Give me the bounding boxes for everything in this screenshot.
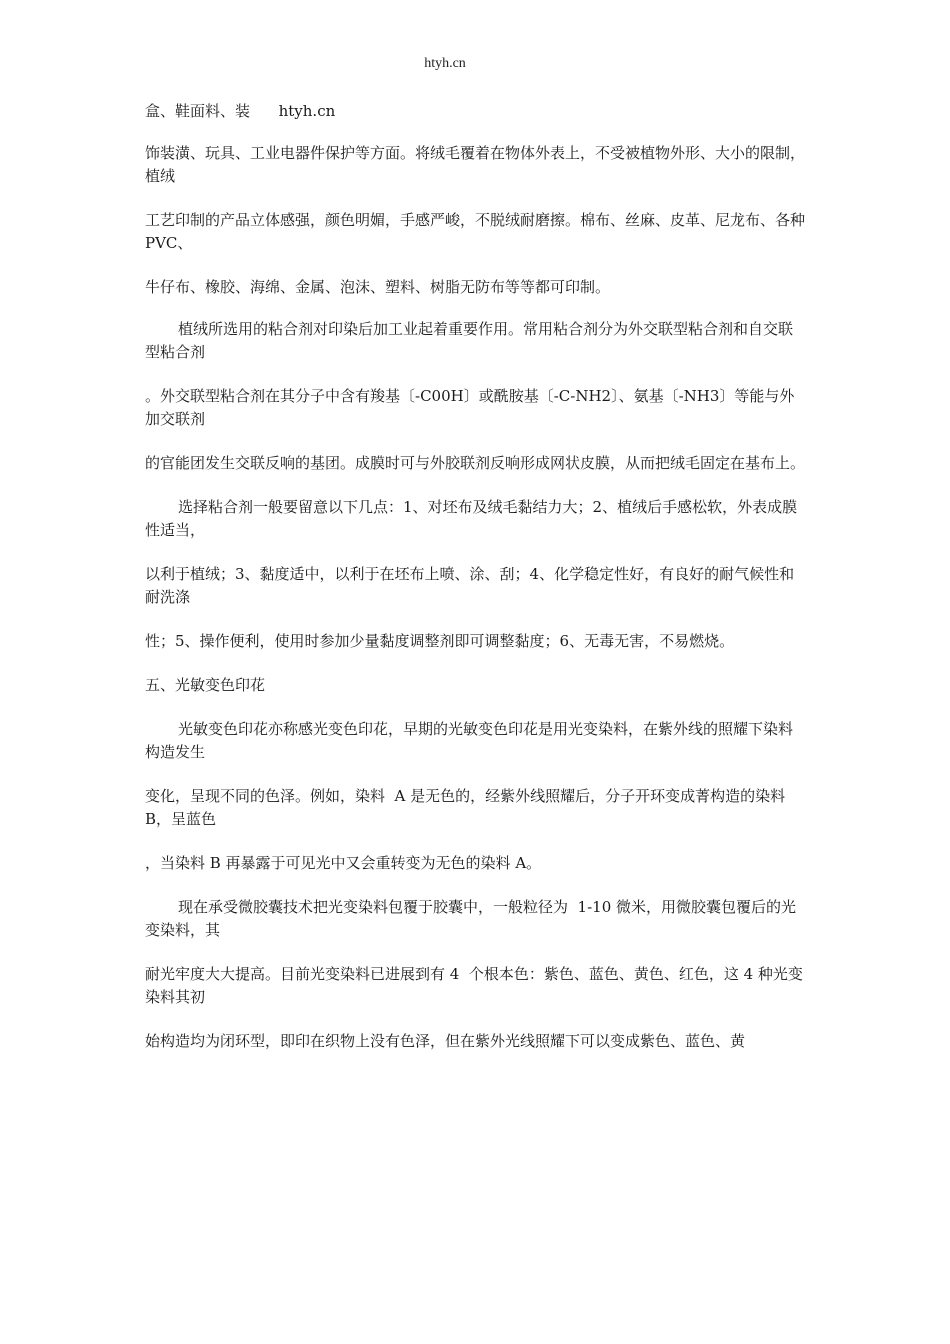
page-header-site: htyh.cn [424, 56, 466, 71]
text-line-15: 现在承受微胶囊技术把光变染料包覆于胶囊中，一般粒径为 1-10 微米，用微胶囊包覆后的光变染料，其 [145, 898, 797, 939]
text-line-3: 工艺印制的产品立体感强，颜色明媚，手感严峻，不脱绒耐磨擦。棉布、丝麻、皮革、尼龙布、各种 PVC、 [145, 211, 806, 252]
text-line-17: 始构造均为闭环型，即印在织物上没有色泽，但在紫外光线照耀下可以变成紫色、蓝色、黄 [145, 1032, 746, 1050]
text-line-10: 性；5、操作便利，使用时参加少量黏度调整剂即可调整黏度；6、无毒无害，不易燃烧。 [145, 632, 735, 650]
text-line-2: 饰装潢、玩具、工业电器件保护等方面。将绒毛覆着在物体外表上，不受被植物外形、大小的限制，植绒 [145, 144, 806, 185]
text-line-12: 光敏变色印花亦称感光变色印花，早期的光敏变色印花是用光变染料，在紫外线的照耀下染料构造发生 [145, 720, 794, 761]
text-line-13: 变化，呈现不同的色泽。例如，染料 A 是无色的，经紫外线照耀后，分子开环变成菁构造的染料 B，呈蓝色 [145, 787, 790, 828]
text-line-6: 。外交联型粘合剂在其分子中含有羧基〔-C00H〕或酰胺基〔-C-NH2〕、氨基〔-NH3〕等能与外加交联剂 [145, 387, 795, 428]
text-line-14: ，当染料 B 再暴露于可见光中又会重转变为无色的染料 A。 [145, 854, 542, 872]
text-line-1: 盒、鞋面料、装 htyh.cn [145, 102, 336, 120]
text-line-9: 以利于植绒；3、黏度适中，以利于在坯布上喷、涂、刮；4、化学稳定性好，有良好的耐气候性和耐洗涤 [145, 565, 795, 606]
text-line-7: 的官能团发生交联反响的基团。成膜时可与外胶联剂反响形成网状皮膜，从而把绒毛固定在基布上。 [145, 454, 806, 472]
text-line-5: 植绒所选用的粘合剂对印染后加工业起着重要作用。常用粘合剂分为外交联型粘合剂和自交联型粘合剂 [145, 320, 794, 361]
text-line-16: 耐光牢度大大提高。目前光变染料已进展到有 4 个根本色：紫色、蓝色、黄色、红色，这 4 种光变染料其初 [145, 965, 803, 1006]
document-body [145, 100, 805, 1053]
section-heading: 五、光敏变色印花 [145, 676, 266, 694]
text-line-4: 牛仔布、橡胶、海绵、金属、泡沫、塑料、树脂无防布等等都可印制。 [145, 278, 611, 296]
text-line-8: 选择粘合剂一般要留意以下几点：1、对坯布及绒毛黏结力大；2、植绒后手感松软，外表成膜性适当， [145, 498, 798, 539]
